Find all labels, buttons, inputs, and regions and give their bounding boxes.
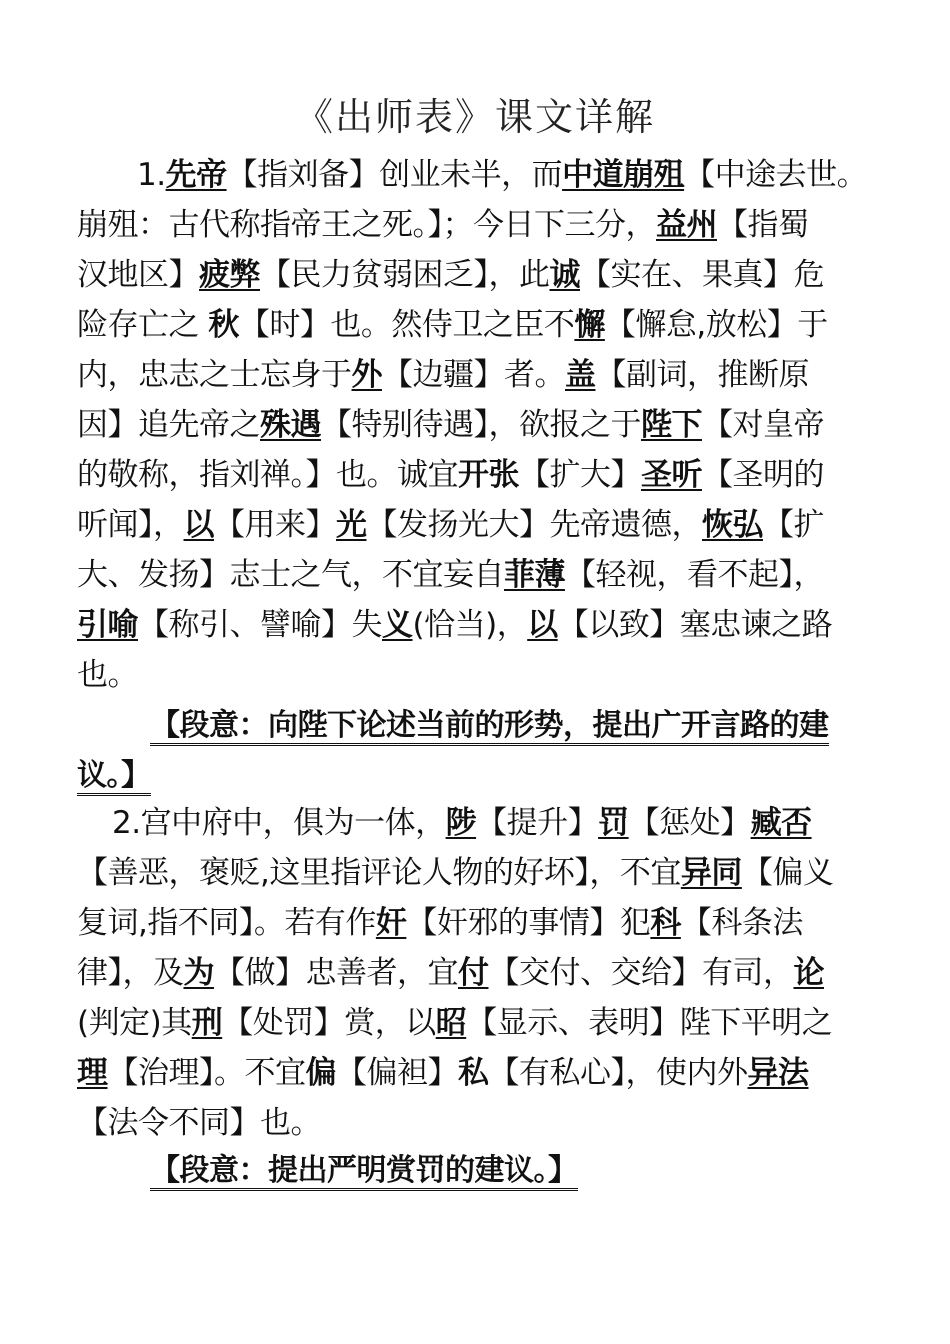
annotated-term: 光	[336, 507, 367, 543]
paragraph-1-line	[77, 450, 824, 500]
annotated-term: 诚	[549, 257, 580, 293]
annotated-term: 陛下	[641, 407, 702, 443]
paragraph-1-line	[77, 350, 809, 400]
paragraph-2-line	[77, 848, 833, 898]
paragraph-2-summary: 【段意：提出严明赏罚的建议。】	[150, 1153, 578, 1191]
annotated-term: 盖	[565, 357, 596, 393]
text-span: 因】追先帝之	[77, 407, 260, 443]
annotated-term: 先帝	[165, 157, 227, 193]
text-span: 【特别待遇】，欲报之于	[321, 407, 641, 443]
text-span: 【轻视，看不起】，	[565, 557, 824, 593]
paragraph-2-line	[77, 898, 803, 948]
text-span: 【偏袒】	[336, 1055, 458, 1091]
annotated-term: 菲薄	[504, 557, 565, 593]
annotated-term: 以	[183, 507, 214, 543]
annotated-term: 罚	[598, 805, 629, 841]
text-span: 【显示、表明】陛下平明之	[466, 1005, 833, 1041]
text-span: 【发扬光大】先帝遗德，	[366, 507, 702, 543]
annotated-term: 陟	[445, 805, 477, 841]
text-span: 【治理】。不宜	[107, 1055, 306, 1091]
text-span: 【实在、果真】危	[580, 257, 824, 293]
paragraph-1-line	[77, 250, 824, 300]
annotated-term: 论	[793, 955, 824, 991]
text-span: 【处罚】赏，以	[222, 1005, 436, 1041]
annotated-term: 益州	[656, 207, 717, 243]
text-span: 大、发扬】志士之气，不宜妄自	[77, 557, 504, 593]
annotated-term: 为	[183, 955, 214, 991]
text-span: 也。	[77, 657, 138, 693]
document-title: 《出师表》课文详解	[294, 95, 655, 139]
paragraph-2-summary-line	[150, 1145, 578, 1195]
annotated-term: 理	[77, 1055, 108, 1091]
text-span: 的敬称，指刘禅。】也。诚宜	[77, 457, 458, 493]
annotated-term: 以	[527, 607, 558, 643]
text-span: 【善恶，褒贬,这里指评论人物的好坏】，不宜	[77, 855, 681, 891]
text-span: 【边疆】者。	[382, 357, 565, 393]
paragraph-1-line	[77, 650, 138, 700]
text-span: 【副词，推断原	[595, 357, 809, 393]
text-span: 【交付、交给】有司，	[488, 955, 794, 991]
text-span: 【指刘备】创业未半，而	[226, 157, 563, 193]
bold-term: 开张	[458, 457, 519, 493]
text-span: (恰当)，	[412, 607, 528, 643]
paragraph-2-line	[77, 998, 832, 1048]
text-span: 复词,指不同】。若有作	[77, 905, 376, 941]
text-span: 【指蜀	[717, 207, 809, 243]
paragraph-1-line	[77, 500, 824, 550]
text-span: 崩殂：古代称指帝王之死。】；今日下三分，	[77, 207, 656, 243]
text-span: 1.	[137, 157, 166, 193]
annotated-term: 异法	[747, 1055, 809, 1091]
paragraph-1-summary-end: 议。】	[77, 758, 151, 796]
text-span: 【以致】塞忠谏之路	[557, 607, 833, 643]
text-span: 内，忠志之士忘身于	[77, 357, 352, 393]
text-span: 【中途去世。	[684, 157, 868, 193]
annotated-term: 异同	[680, 855, 742, 891]
annotated-term: 昭	[435, 1005, 467, 1041]
text-span: (判定)其	[77, 1005, 192, 1041]
text-span: 听闻】，	[77, 507, 184, 543]
annotated-term: 外	[351, 357, 382, 393]
paragraph-1-line	[77, 200, 809, 250]
annotated-term: 刑	[191, 1005, 223, 1041]
annotated-term: 殊遇	[260, 407, 321, 443]
text-span: 【圣明的	[702, 457, 824, 493]
paragraph-1-line	[77, 550, 824, 600]
text-span: 【提升】	[476, 805, 599, 841]
annotated-term: 圣听	[641, 457, 702, 493]
annotated-term: 付	[458, 955, 489, 991]
bold-term: 偏	[305, 1055, 336, 1091]
text-span: 【时】也。然侍卫之臣不	[238, 307, 575, 343]
text-span: 【对皇帝	[702, 407, 824, 443]
text-span: 【惩处】	[628, 805, 751, 841]
text-span: 【懈怠,放松】于	[604, 307, 828, 343]
text-span: 【扩	[763, 507, 824, 543]
annotated-term: 疲弊	[199, 257, 260, 293]
paragraph-2-line	[77, 1048, 809, 1098]
text-span: 【科条法	[680, 905, 803, 941]
text-span: 【奸邪的事情】犯	[406, 905, 651, 941]
paragraph-2-line	[77, 1098, 321, 1148]
bold-term: 私	[458, 1055, 489, 1091]
annotated-term: 奸	[375, 905, 407, 941]
text-span: 律】，及	[77, 955, 184, 991]
text-span: 【做】忠善者，宜	[214, 955, 458, 991]
paragraph-1-line	[77, 300, 828, 350]
annotated-term: 懈	[574, 307, 605, 343]
text-span: 【偏义	[741, 855, 834, 891]
paragraph-2-line	[77, 948, 824, 998]
paragraph-1-line	[77, 600, 832, 650]
text-span: 2.宫中府中，俱为一体，	[112, 805, 446, 841]
bold-term: 秋	[208, 307, 239, 343]
text-span: 【称引、譬喻】失	[138, 607, 382, 643]
paragraph-1-summary: 【段意：向陛下论述当前的形势，提出广开言路的建	[150, 708, 829, 746]
annotated-term: 恢弘	[702, 507, 763, 543]
text-span: 险存亡之	[77, 307, 209, 343]
paragraph-1-summary-line-2	[77, 750, 151, 800]
annotated-term: 中道崩殂	[562, 157, 685, 193]
text-span: 【有私心】，使内外	[488, 1055, 748, 1091]
text-span: 【民力贫弱困乏】，此	[260, 257, 550, 293]
text-span: 【扩大】	[519, 457, 641, 493]
annotated-term: 科	[650, 905, 681, 941]
text-span: 【法令不同】也。	[77, 1105, 321, 1141]
text-span: 汉地区】	[77, 257, 199, 293]
paragraph-1-summary-line-1	[150, 700, 829, 750]
annotated-term: 义	[382, 607, 413, 643]
annotated-term: 引喻	[77, 607, 138, 643]
paragraph-1-line	[77, 400, 824, 450]
annotated-term: 臧否	[750, 805, 812, 841]
paragraph-2-line	[112, 798, 812, 848]
text-span: 【用来】	[214, 507, 336, 543]
paragraph-1-line	[137, 150, 867, 200]
